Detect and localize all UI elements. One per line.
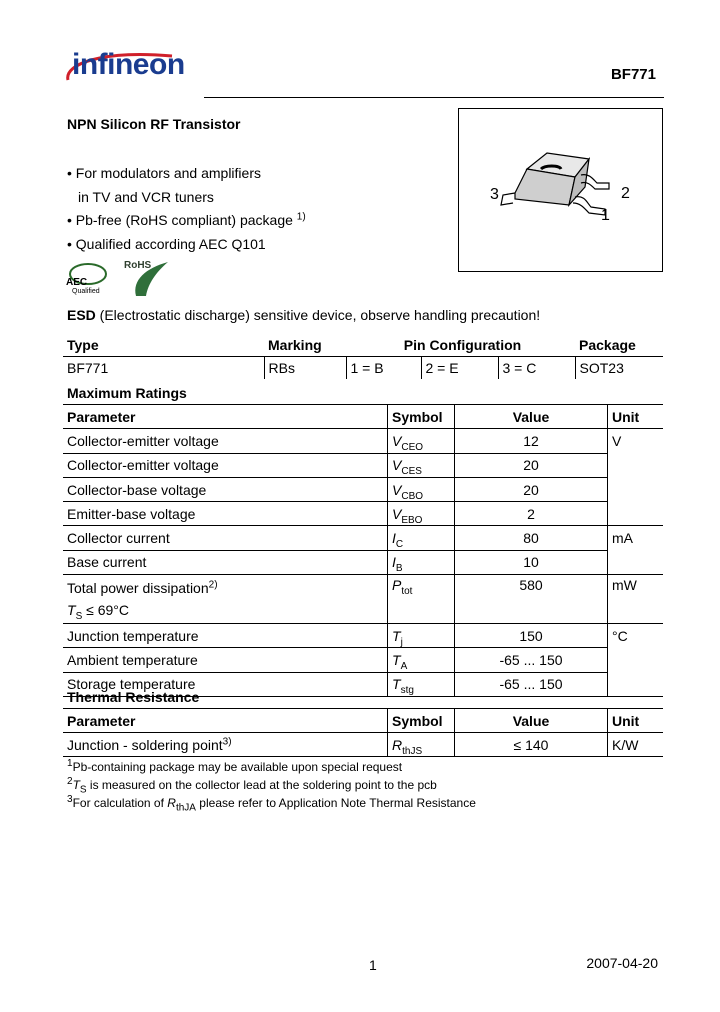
col-pin-config: Pin Configuration [403,337,522,353]
certification-badges [66,258,176,298]
package-drawing [458,108,663,272]
max-ratings-title: Maximum Ratings [67,385,187,401]
table-row: Storage temperature $T_{stg}$ -65 ... 150 [63,672,663,696]
bullet-item: • Qualified according AEC Q101 [67,235,266,252]
pin-label-2: 2 [621,185,630,202]
thermal-table [63,708,663,757]
col-marking: Marking [268,337,322,353]
col-unit: Unit [608,709,664,733]
table-row: Collector current $I_C$ 80 mA [63,526,663,550]
table-row: Junction - soldering point$^{3)}$ $R_{thJS}$ ≤ 140 K/W [63,733,663,757]
footnote-3: $^3$For calculation of $R_{thJA}$ please refer to Application Note Thermal Resistance [67,794,476,814]
col-unit: Unit [608,405,664,429]
table-row: Collector-emitter voltage $V_{CEO}$ 12 V [63,429,663,453]
footnote-1: $^1$Pb-containing package may be available upon special request [67,758,403,774]
bullet-item: • Pb-free (RoHS compliant) package $^{1)}$ [67,211,306,228]
pin-label-1: 1 [601,207,610,224]
infineon-logo [62,46,202,90]
type-table [63,334,663,379]
col-type: Type [67,337,99,353]
table-row: Total power dissipation$^{2)}$ $T_S \le 69^\circ C$ $P_{tot}$ 580 mW [63,575,663,624]
rohs-label: RoHS [124,260,152,271]
table-row: Collector-base voltage $V_{CBO}$ 20 [63,477,663,501]
col-value: Value [455,709,608,733]
aec-qualified-label: Qualified [72,288,100,295]
bullet-item-cont: in TV and VCR tuners [78,188,214,205]
table-row: Collector-emitter voltage $V_{CES}$ 20 [63,453,663,477]
max-ratings-table [63,404,663,697]
table-row: Ambient temperature $T_A$ -65 ... 150 [63,648,663,672]
document-date: 2007-04-20 [586,955,658,971]
col-symbol: Symbol [388,709,455,733]
table-row: Base current $I_B$ 10 [63,550,663,574]
col-parameter: Parameter [63,405,388,429]
logo-text: infineon [72,48,185,81]
col-symbol: Symbol [388,405,455,429]
document-title: NPN Silicon RF Transistor [67,116,241,132]
bullet-item: • For modulators and amplifiers [67,165,261,181]
part-number-header: BF771 [610,66,656,83]
aec-label: AEC [66,277,88,288]
feature-list [67,162,306,256]
col-parameter: Parameter [63,709,388,733]
package-value: SOT23 [575,357,663,380]
header-rule [204,97,664,98]
esd-warning: ESD (Electrostatic discharge) sensitive device, observe handling precaution! [67,307,541,323]
pin1-value: 1 = B [346,357,421,380]
thermal-title: Thermal Resistance [67,689,200,705]
page-number: 1 [369,957,377,973]
type-value: BF771 [67,360,109,376]
pin3-value: 3 = C [498,357,575,380]
table-row: Emitter-base voltage $V_{EBO}$ 2 [63,502,663,526]
col-value: Value [455,405,608,429]
pin-label-3: 3 [490,186,499,203]
pin2-value: 2 = E [421,357,498,380]
table-row: Junction temperature $T_j$ 150 °C [63,624,663,648]
footnote-2: $^2T_S$ is measured on the collector lead at the soldering point to the pcb [67,776,437,796]
marking-value: RBs [264,357,346,380]
col-package: Package [579,337,636,353]
